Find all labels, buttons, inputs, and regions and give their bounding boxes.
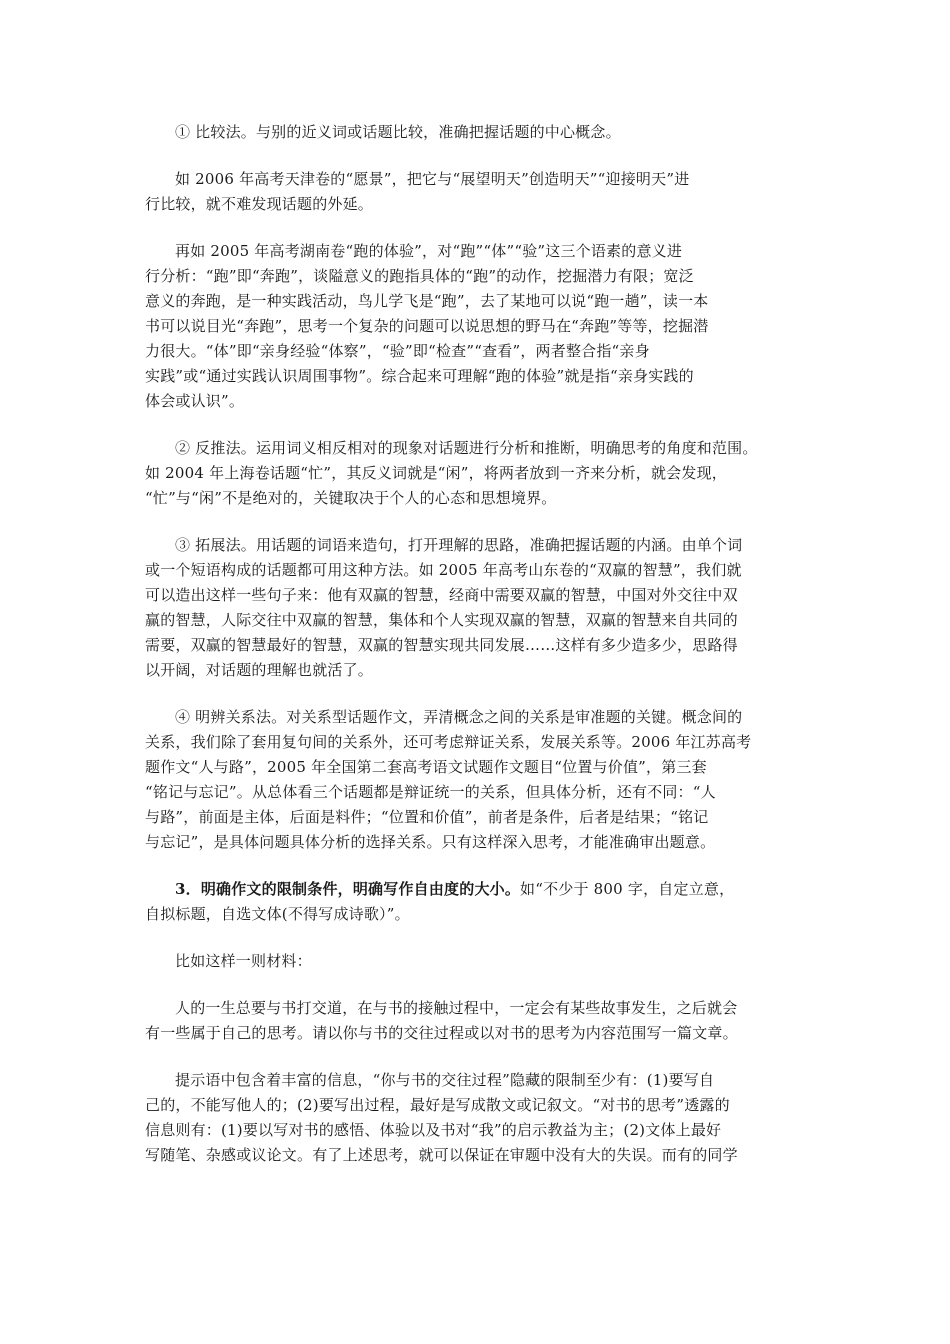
text-line: 行比较，就不难发现话题的外延。 [145,195,374,213]
paragraph-reverse-method [145,436,805,511]
text-line: ④ 明辨关系法。对关系型话题作文，弄清概念之间的关系是审准题的关键。概念间的 [175,708,743,726]
text-fragment: 如“不少于 800 字，自定立意， [520,880,735,898]
paragraph-comparison-method [145,120,805,145]
text-line: 赢的智慧，人际交往中双赢的智慧，集体和个人实现双赢的智慧，双赢的智慧来自共同的 [145,611,738,629]
text-line: 实践”或“通过实践认识周围事物”。综合起来可理解“跑的体验”就是指“亲身实践的 [145,367,694,385]
text-line: 题作文“人与路”，2005 年全国第二套高考语文试题作文题目“位置与价值”，第三套 [145,758,707,776]
paragraph-restriction-conditions [145,877,805,927]
text-line: 写随笔、杂感或议论文。有了上述思考，就可以保证在审题中没有大的失误。而有的同学 [145,1146,738,1164]
text-line: ① 比较法。与别的近义词或话题比较，准确把握话题的中心概念。 [175,123,621,141]
text-line [145,877,805,902]
text-line: 比如这样一则材料： [175,952,312,970]
text-line: 如 2004 年上海卷话题“忙”，其反义词就是“闲”，将两者放到一齐来分析，就会发现， [145,464,727,482]
section-heading: 3．明确作文的限制条件，明确写作自由度的大小。 [175,880,521,898]
text-line: 以开阔，对话题的理解也就活了。 [145,661,374,679]
text-line: 力很大。“体”即“亲身经验“体察”，“验”即“检查”“查看”，两者整合指“亲身 [145,342,650,360]
text-line: 意义的奔跑，是一种实践活动，鸟儿学飞是“跑”，去了某地可以说“跑一趟”，读一本 [145,292,709,310]
text-line: 书可以说目光“奔跑”，思考一个复杂的问题可以说思想的野马在“奔跑”等等，挖掘潜 [145,317,709,335]
text-line: 再如 2005 年高考湖南卷“跑的体验”，对“跑”“体”“验”这三个语素的意义进 [175,242,683,260]
text-line: ③ 拓展法。用话题的词语来造句，打开理解的思路，准确把握话题的内涵。由单个词 [175,536,743,554]
text-line: 如 2006 年高考天津卷的“愿景”，把它与“展望明天”创造明天”“迎接明天”进 [175,170,690,188]
paragraph-relation-method [145,705,805,855]
paragraph-material-text [145,996,805,1046]
document-page [145,120,805,1190]
text-line: 信息则有：(1)要以写对书的感悟、体验以及书对“我”的启示教益为主；(2)文体上最好 [145,1121,722,1139]
text-line: ② 反推法。运用词义相反相对的现象对话题进行分析和推断，明确思考的角度和范围。 [175,439,758,457]
text-line: 己的，不能写他人的；(2)要写出过程，最好是写成散文或记叙文。“对书的思考”透露的 [145,1096,730,1114]
text-line: 可以造出这样一些句子来：他有双赢的智慧，经商中需要双赢的智慧，中国对外交往中双 [145,586,738,604]
paragraph-hunan-example [145,239,805,414]
text-line: 行分析：“跑”即“奔跑”，谈隘意义的跑指具体的“跑”的动作，挖掘潜力有限；宽泛 [145,267,694,285]
text-line: 关系，我们除了套用复句间的关系外，还可考虑辩证关系，发展关系等。2006 年江苏高考 [145,733,752,751]
paragraph-material-intro [145,949,805,974]
text-line: 自拟标题，自选文体(不得写成诗歌）”。 [145,905,410,923]
text-line: 与路”，前面是主体，后面是料件；“位置和价值”，前者是条件，后者是结果；“铭记 [145,808,709,826]
paragraph-prompt-analysis [145,1068,805,1168]
text-line: “忙”与“闲”不是绝对的，关键取决于个人的心态和思想境界。 [145,489,557,507]
paragraph-tianjin-example [145,167,805,217]
text-line: 提示语中包含着丰富的信息，“你与书的交往过程”隐藏的限制至少有：(1)要写自 [175,1071,715,1089]
text-line: 与忘记”，是具体问题具体分析的选择关系。只有这样深入思考，才能准确审出题意。 [145,833,716,851]
text-line: 体会或认识”。 [145,392,245,410]
text-line: 或一个短语构成的话题都可用这种方法。如 2005 年高考山东卷的“双赢的智慧”，我们就 [145,561,742,579]
text-line: 有一些属于自己的思考。请以你与书的交往过程或以对书的思考为内容范围写一篇文章。 [145,1024,738,1042]
text-line: 人的一生总要与书打交道，在与书的接触过程中，一定会有某些故事发生，之后就会 [175,999,738,1017]
text-line: “铭记与忘记”。从总体看三个话题都是辩证统一的关系，但具体分析，还有不同：“人 [145,783,716,801]
text-line: 需要，双赢的智慧最好的智慧，双赢的智慧实现共同发展……这样有多少造多少，思路得 [145,636,738,654]
paragraph-expansion-method [145,533,805,683]
